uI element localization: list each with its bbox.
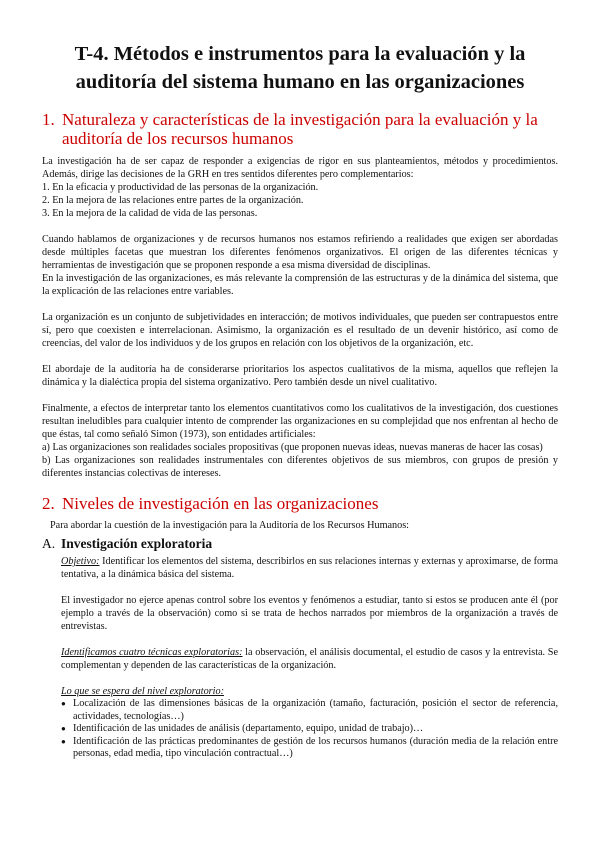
section-1-paragraph-4: La organización es un conjunto de subjetividades en interacción; de motivos individuales, que pueden ser contrapuestos entre sí, pero que coexisten e interrelacionan. Asimismo, la organización es el resultado de un devenir histórico, así como de creencias, del valor de los individuos y de los grupos en relación con los objetivos de la organización, etc. [42, 312, 558, 349]
subsection-a-number: A. [42, 536, 56, 551]
section-1-paragraph-6b: b) Las organizaciones son realidades instrumentales con diferentes objetivos de sus miembros, con grupos de presión y diferentes instancias colectivas de intereses. [42, 455, 558, 479]
bullet-icon: ● [61, 736, 66, 746]
section-1-title: Naturaleza y características de la investigación para la evaluación y la auditoría de los recursos humanos [62, 110, 538, 148]
section-1-heading [42, 110, 558, 148]
espera-label [61, 685, 558, 698]
section-1-body [42, 155, 558, 480]
section-2-number: 2. [42, 494, 55, 513]
list-item-text: Identificación de las prácticas predominantes de gestión de los recursos humanos (duración media de la relación entre personas, edad media, tipo vinculación contractual…) [73, 735, 558, 760]
bullet-icon: ● [61, 724, 66, 734]
section-2-title: Niveles de investigación en las organizaciones [62, 494, 379, 513]
section-1-number: 1. [42, 110, 55, 129]
section-1-paragraph-6a: a) Las organizaciones son realidades sociales propositivas (que proponen nuevas ideas, nuevas maneras de hacer las cosas) [42, 442, 543, 453]
list-item-text: Localización de las dimensiones básicas de la organización (tamaño, facturación, posición el sector de referencia, actividades, tecnologías…) [73, 698, 558, 722]
bullet-icon: ● [61, 699, 66, 708]
section-1-paragraph-5: El abordaje de la auditoría ha de considerarse prioritarios los aspectos cualitativos de la misma, aquellos que reflejen la dinámica y la dialéctica propia del sistema organizativo. Pero también desde un nivel cualitativo. [42, 364, 558, 388]
section-1-item-1: 1. En la eficacia y productividad de las personas de la organización. [42, 182, 319, 193]
subsection-a-title: Investigación exploratoria [61, 536, 213, 551]
section-1-paragraph-6: Finalmente, a efectos de interpretar tanto los elementos cuantitativos como los cualitativos de la investigación, dos cuestiones resultan ineludibles para cualquier intento de comprender las organizaciones en su complejidad que nos enfrentan al hecho de que éstas, tal como señaló Simon (1973), son entidades artificiales: [42, 403, 558, 440]
tecnicas-label: Identificamos cuatro técnicas exploratorias: [61, 647, 243, 658]
espera-label-text: Lo que se espera del nivel exploratorio: [61, 686, 224, 697]
espera-list [61, 698, 558, 761]
objetivo-paragraph [61, 555, 558, 581]
section-1-intro: La investigación ha de ser capaz de responder a exigencias de rigor en sus planteamientos, métodos y procedimientos. Además, dirige las decisiones de la GRH en tres sentidos diferentes pero complementarios: [42, 156, 558, 180]
section-1-paragraph-3: En la investigación de las organizaciones, es más relevante la comprensión de las estructuras y de la dinámica del sistema, que la explicación de las relaciones entre variables. [42, 273, 558, 297]
section-1-paragraph-2: Cuando hablamos de organizaciones y de recursos humanos nos estamos refiriendo a realidades que exigen ser abordadas desde múltiples facetas que muestran los diferentes fenómenos organizativos. El origen de las diferentes técnicas y herramientas de investigación que se proponen responde a esa misma diversidad de disciplinas. [42, 234, 558, 271]
tecnicas-text: la observación, el análisis documental, el estudio de casos y la entrevista. Se complementan y dependen de las características de la organización. [61, 647, 558, 671]
subsection-a-body [61, 555, 558, 761]
section-2-heading [42, 494, 558, 513]
tecnicas-paragraph [61, 646, 558, 672]
list-item [61, 736, 558, 761]
list-item [61, 723, 558, 736]
objetivo-text: Identificar los elementos del sistema, describirlos en sus relaciones internas y externas y aproximarse, de forma tentativa, a la dinámica básica del sistema. [61, 556, 558, 580]
section-1-item-3: 3. En la mejora de la calidad de vida de las personas. [42, 208, 258, 219]
list-item-text: Identificación de las unidades de análisis (departamento, equipo, unidad de trabajo)… [73, 723, 424, 735]
list-item [61, 698, 558, 723]
page-title: T-4. Métodos e instrumentos para la evaluación y la auditoría del sistema humano en las organizaciones [74, 43, 526, 93]
subsection-a-heading [42, 536, 558, 552]
section-2-intro: Para abordar la cuestión de la investigación para la Auditoría de los Recursos Humanos: [50, 520, 410, 531]
document-page [42, 40, 558, 761]
objetivo-label: Objetivo: [61, 556, 100, 567]
investigador-paragraph: El investigador no ejerce apenas control sobre los eventos y fenómenos a estudiar, tanto si estos se producen ante él (por ejemplo a través de la observación) como si se trata de hechos narrados por miembros de la organización a través de entrevistas. [61, 595, 558, 632]
section-1-item-2: 2. En la mejora de las relaciones entre partes de la organización. [42, 195, 304, 206]
